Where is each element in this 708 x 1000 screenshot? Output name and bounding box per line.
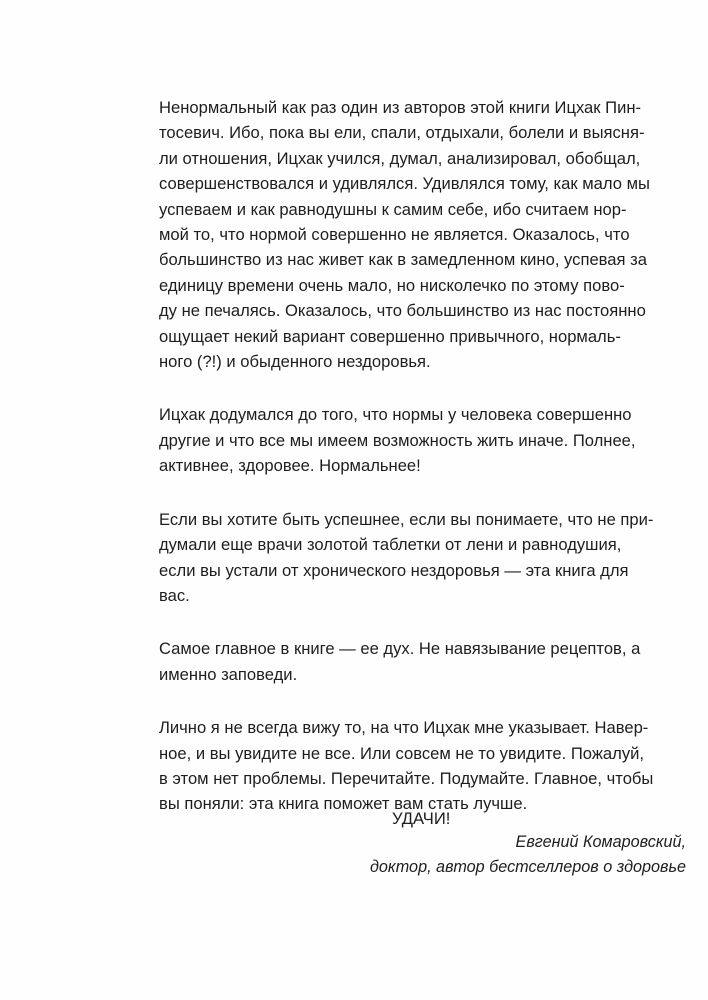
text-line: именно заповеди. xyxy=(159,664,298,684)
text-line: единицу времени очень мало, но нисколечко по этому пово- xyxy=(159,275,625,295)
paragraph-2 xyxy=(159,402,689,478)
text-line: Ненормальный как раз один из авторов этой книги Ицхак Пин- xyxy=(159,98,642,117)
text-line: активнее, здоровее. Нормальнее! xyxy=(159,456,421,476)
text-line: Если вы хотите быть успешнее, если вы понимаете, что не при- xyxy=(159,509,654,529)
text-line: другие и что все мы имеем возможность жить иначе. Полнее, xyxy=(159,430,636,450)
text-line: вас. xyxy=(159,585,190,605)
author-signature xyxy=(370,830,686,880)
text-line: ощущает некий вариант совершенно привычного, нормаль- xyxy=(159,326,621,346)
text-line: тосевич. Ибо, пока вы ели, спали, отдыхали, болели и выясня- xyxy=(159,123,645,143)
text-line: ного (?!) и обыденного нездоровья. xyxy=(159,352,431,372)
text-line: мой то, что нормой совершенно не является. Оказалось, что xyxy=(159,225,630,245)
text-line: вы поняли: эта книга поможет вам стать лучше. xyxy=(159,794,528,814)
signature-name: Евгений Комаровский, xyxy=(515,833,686,851)
text-line: Самое главное в книге — ее дух. Не навязывание рецептов, а xyxy=(159,639,641,659)
closing-wish: УДАЧИ! xyxy=(392,809,451,828)
text-line: успеваем и как равнодушны к самим себе, ибо считаем нор- xyxy=(159,199,627,219)
text-line: Ицхак додумался до того, что нормы у человека совершенно xyxy=(159,405,632,425)
paragraph-5 xyxy=(159,715,689,817)
paragraph-4 xyxy=(159,636,689,687)
text-line: если вы устали от хронического нездоровья — эта книга для xyxy=(159,560,629,580)
foreword-text xyxy=(159,95,689,845)
text-line: думали еще врачи золотой таблетки от лени и равнодушия, xyxy=(159,535,622,555)
text-line: совершенствовался и удивлялся. Удивлялся тому, как мало мы xyxy=(159,174,650,194)
text-line: большинство из нас живет как в замедленном кино, успевая за xyxy=(159,250,647,270)
text-line: ду не печалясь. Оказалось, что большинство из нас постоянно xyxy=(159,301,646,321)
text-line: ное, и вы увидите не все. Или совсем не то увидите. Пожалуй, xyxy=(159,743,645,763)
text-line: Лично я не всегда вижу то, на что Ицхак мне указывает. Навер- xyxy=(159,718,649,738)
text-line: в этом нет проблемы. Перечитайте. Подумайте. Главное, чтобы xyxy=(159,768,654,788)
signature-title: доктор, автор бестселлеров о здоровье xyxy=(369,858,686,876)
text-line: ли отношения, Ицхак учился, думал, анализировал, обобщал, xyxy=(159,148,641,168)
paragraph-3 xyxy=(159,507,689,609)
paragraph-1 xyxy=(159,95,689,374)
